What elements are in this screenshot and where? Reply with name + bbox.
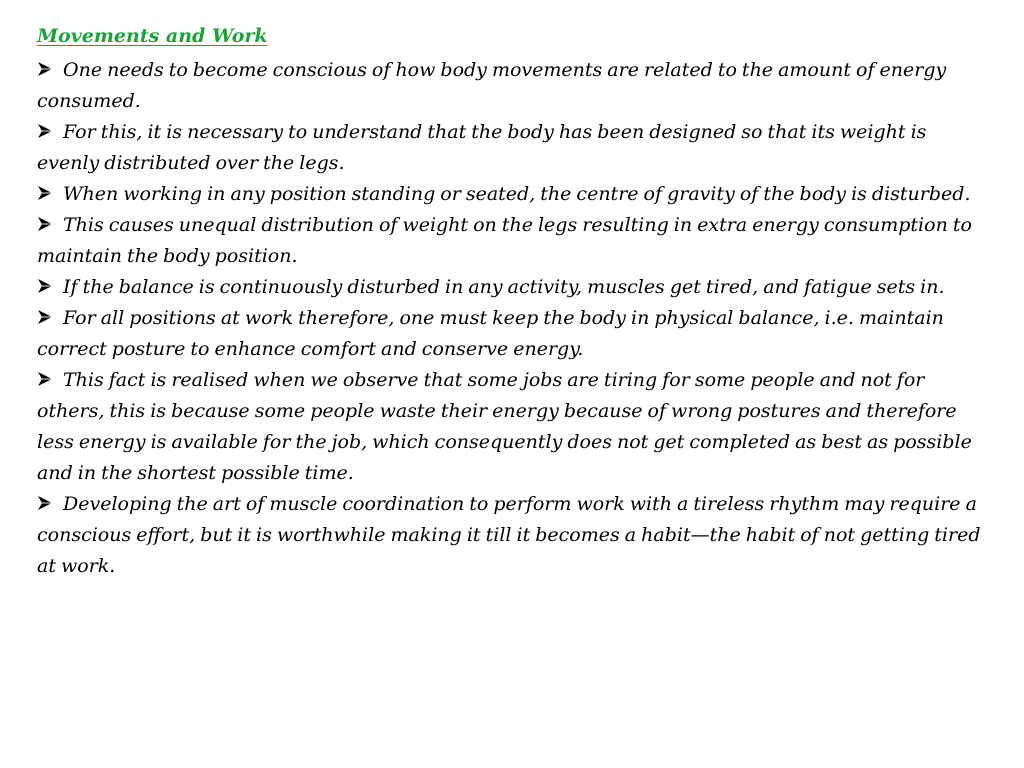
bullet-item <box>37 272 985 303</box>
bullet-item <box>37 210 985 272</box>
bullet-text: For this, it is necessary to understand that the body has been designed so that its weight is evenly distributed over the legs. <box>37 121 927 174</box>
arrowhead-bullet-icon <box>37 61 53 77</box>
arrowhead-bullet-icon <box>37 278 53 294</box>
bullet-text: This fact is realised when we observe that some jobs are tiring for some people and not for others, this is because some people waste their energy because of wrong postures and therefore less energy is available for the job, which consequently does not get completed as best as possible and in the shortest possible time. <box>37 369 972 484</box>
arrowhead-bullet-icon <box>37 123 53 139</box>
bullet-text: One needs to become conscious of how body movements are related to the amount of energy consumed. <box>37 59 947 112</box>
arrowhead-bullet-icon <box>37 309 53 325</box>
arrowhead-bullet-icon <box>37 495 53 511</box>
arrowhead-bullet-icon <box>37 371 53 387</box>
bullet-text: Developing the art of muscle coordination to perform work with a tireless rhythm may require a conscious effort, but it is worthwhile making it till it becomes a habit—the habit of not getting tired at work. <box>37 493 981 577</box>
bullet-text: When working in any position standing or seated, the centre of gravity of the body is disturbed. <box>63 183 971 205</box>
bullet-list <box>37 55 985 582</box>
bullet-item <box>37 303 985 365</box>
bullet-item <box>37 365 985 489</box>
slide-content <box>37 18 985 582</box>
arrowhead-bullet-icon <box>37 216 53 232</box>
bullet-item <box>37 179 985 210</box>
bullet-item <box>37 489 985 582</box>
bullet-text: This causes unequal distribution of weight on the legs resulting in extra energy consumption to maintain the body position. <box>37 214 972 267</box>
bullet-item <box>37 117 985 179</box>
bullet-text: For all positions at work therefore, one must keep the body in physical balance, i.e. maintain correct posture to enhance comfort and conserve energy. <box>37 307 944 360</box>
bullet-text: If the balance is continuously disturbed in any activity, muscles get tired, and fatigue sets in. <box>63 276 945 298</box>
slide-title: Movements and Work <box>37 25 268 47</box>
arrowhead-bullet-icon <box>37 185 53 201</box>
bullet-item <box>37 55 985 117</box>
